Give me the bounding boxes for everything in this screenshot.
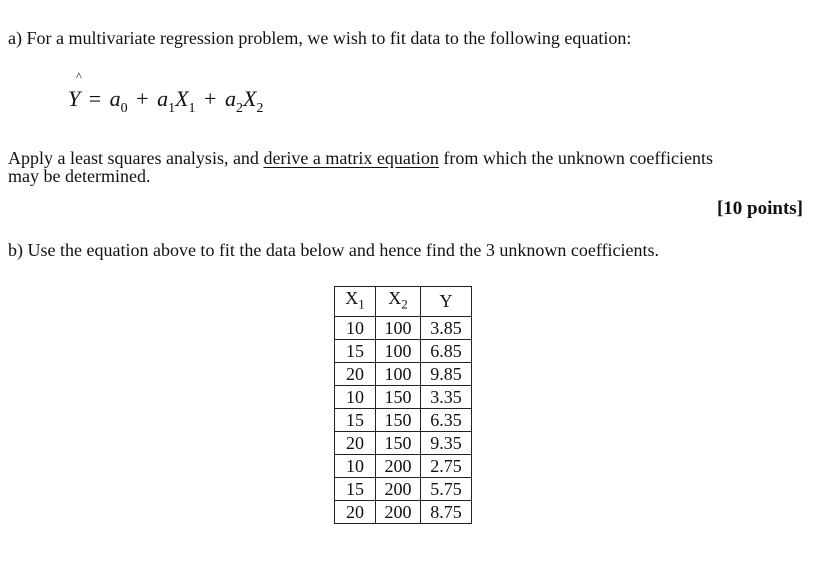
variable-x2: X [242, 86, 257, 111]
cell-x2: 150 [376, 431, 421, 454]
cell-x2: 150 [376, 385, 421, 408]
variable-x2-subscript: 2 [256, 101, 264, 116]
cell-x1: 10 [335, 385, 376, 408]
regression-equation [68, 69, 264, 117]
points-label: [10 points] [716, 198, 803, 219]
cell-x1: 10 [335, 316, 376, 339]
y-hat [68, 69, 82, 112]
data-table [334, 286, 472, 524]
cell-y: 9.35 [421, 431, 472, 454]
cell-x1: 10 [335, 454, 376, 477]
cell-x1: 15 [335, 477, 376, 500]
coefficient-a0-subscript: 0 [120, 101, 128, 116]
cell-x2: 100 [376, 316, 421, 339]
table-row [335, 408, 472, 431]
hat-symbol: ^ [76, 69, 82, 83]
cell-x2: 200 [376, 477, 421, 500]
plus-sign-1: + [136, 86, 149, 111]
header-y [421, 287, 472, 317]
derive-matrix-equation-emphasis: derive a matrix equation [263, 148, 439, 168]
apply-instruction-line-2: may be determined. [8, 166, 151, 186]
coefficient-a1-subscript: 1 [168, 101, 176, 116]
table-row [335, 500, 472, 523]
header-x1-base: X [345, 288, 359, 308]
header-x1-subscript: 1 [358, 296, 365, 312]
apply-text-before: Apply a least squares analysis, and [8, 148, 264, 168]
header-x2-base: X [388, 288, 402, 308]
header-y-base: Y [439, 291, 453, 312]
cell-x2: 100 [376, 339, 421, 362]
apply-text-after: from which the unknown coefficients [438, 148, 713, 168]
table-row [335, 477, 472, 500]
table-row [335, 385, 472, 408]
variable-x1-subscript: 1 [188, 101, 196, 116]
table-row [335, 339, 472, 362]
plus-sign-2: + [204, 86, 217, 111]
header-x2-subscript: 2 [401, 296, 408, 312]
table-header-row [335, 287, 472, 317]
coefficient-a2: a [224, 86, 236, 111]
table-row [335, 431, 472, 454]
header-x2 [376, 287, 421, 317]
table-row [335, 316, 472, 339]
coefficient-a1: a [157, 86, 169, 111]
cell-y: 6.35 [421, 408, 472, 431]
cell-x1: 20 [335, 431, 376, 454]
cell-y: 5.75 [421, 477, 472, 500]
cell-y: 9.85 [421, 362, 472, 385]
question-a-intro: a) For a multivariate regression problem, we wish to fit data to the following equation: [8, 28, 632, 48]
cell-y: 3.85 [421, 316, 472, 339]
apply-instruction-line-1 [8, 148, 713, 168]
cell-x1: 15 [335, 408, 376, 431]
equals-sign: = [88, 86, 102, 111]
y-symbol: Y [68, 86, 81, 111]
table-row [335, 362, 472, 385]
coefficient-a2-subscript: 2 [235, 101, 243, 116]
cell-y: 8.75 [421, 500, 472, 523]
cell-y: 6.85 [421, 339, 472, 362]
cell-y: 3.35 [421, 385, 472, 408]
cell-x1: 20 [335, 500, 376, 523]
variable-x1: X [175, 86, 189, 111]
cell-x1: 15 [335, 339, 376, 362]
cell-x2: 150 [376, 408, 421, 431]
cell-x1: 20 [335, 362, 376, 385]
cell-x2: 100 [376, 362, 421, 385]
cell-x2: 200 [376, 454, 421, 477]
cell-x2: 200 [376, 500, 421, 523]
cell-y: 2.75 [421, 454, 472, 477]
table-row [335, 454, 472, 477]
header-x1 [335, 287, 376, 317]
coefficient-a0: a [109, 86, 121, 111]
question-b-text: b) Use the equation above to fit the data below and hence find the 3 unknown coefficients. [8, 240, 659, 260]
